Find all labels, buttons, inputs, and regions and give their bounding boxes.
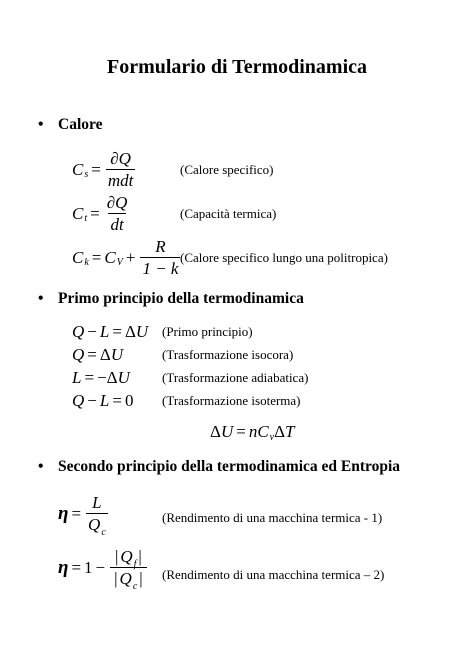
fraction: $\frac{\partial Q}{\text{mdt}}$ [107,149,134,190]
bullet: • [38,116,44,133]
section-heading-secondo-principio: • Secondo principio della termodinamica ed Entropia [38,458,401,475]
formula-description: (Rendimento di una macchina termica - 1) [162,510,383,525]
formula-isocora: Q = Δ U [72,345,124,364]
bullet: • [38,458,44,475]
formula-description: (Capacità termica) [180,206,277,221]
formula-adiabatica: L = − Δ U [72,368,130,387]
fraction: $\frac{\partial Q}{dt}$ [106,193,128,234]
formula-politropica: C k = C V + $\frac{R}{1 - k}$ [72,237,179,278]
page-title: Formulario di Termodinamica [107,56,367,78]
fraction: $\frac{| Q_f |}{| Q_c |}$ [110,548,147,587]
formula-rendimento-2: η = 1 − $\frac{| Q_f |}{| Q_c |}$ [58,548,149,587]
fraction: $\frac{R}{1 - k}$ [142,237,179,278]
formula-description: (Rendimento di una macchina termica – 2) [162,567,385,582]
formula-description: (Trasformazione adiabatica) [162,370,309,385]
formula-primo-principio: Q − L = Δ U [72,322,149,341]
formula-capacita-termica: C t = $\frac{\partial Q}{dt}$ [72,193,128,234]
formula-rendimento-1: η = $\frac{L}{Q_c}$ [58,493,106,538]
section-heading-primo-principio: • Primo principio della termodinamica [38,290,304,307]
fraction: $\frac{L}{Q_c}$ [88,493,106,538]
formula-description: (Primo principio) [162,324,253,339]
section-heading-calore: • Calore [38,116,103,133]
formula-description: (Calore specifico) [180,162,274,177]
formula-isoterma: Q − L = 0 [72,391,134,410]
formula-description: (Trasformazione isocora) [162,347,294,362]
bullet: • [38,290,44,307]
formula-calore-specifico: C s = $\frac{\partial Q}{\text{mdt}}$ [72,149,134,190]
formula-energia-interna: Δ U = n C v Δ T [210,422,295,443]
formula-description: (Calore specifico lungo una politropica) [180,250,388,265]
formula-description: (Trasformazione isoterma) [162,393,301,408]
